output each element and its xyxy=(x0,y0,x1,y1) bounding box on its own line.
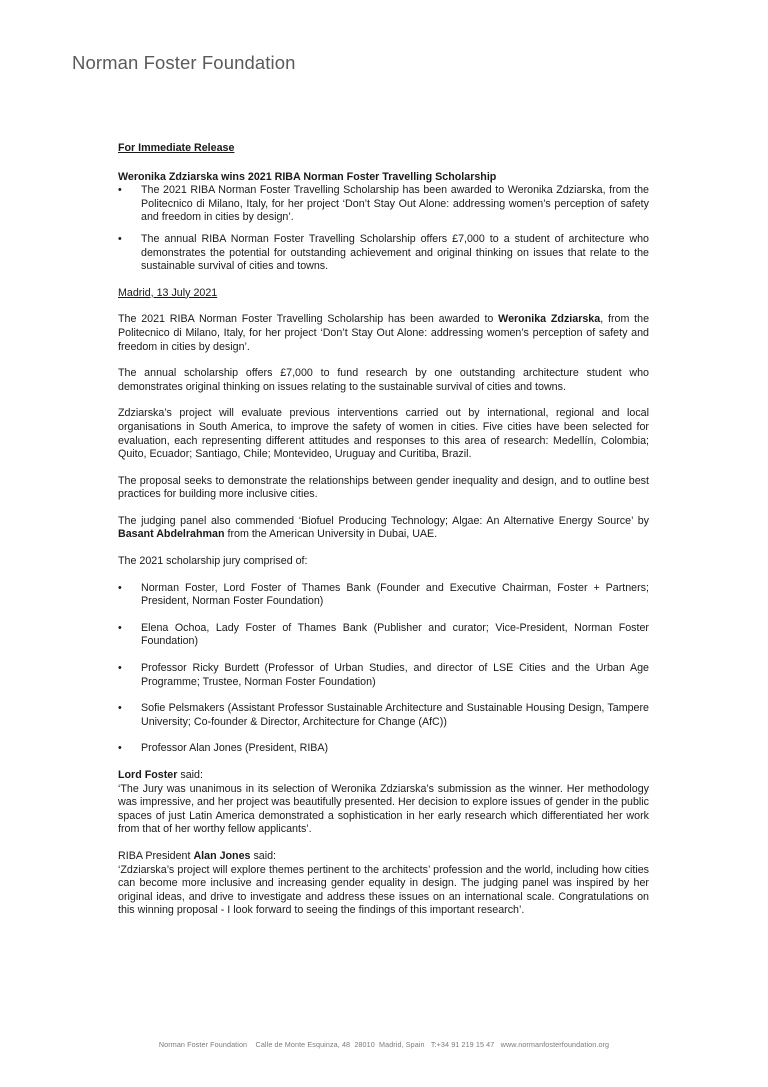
text-run: said: xyxy=(177,769,203,781)
jury-member: • Professor Alan Jones (President, RIBA) xyxy=(118,742,649,756)
jury-member: • Professor Ricky Burdett (Professor of Urban Studies, and director of LSE Cities and the Urban Age Programme; Trustee, Norman Foster Foundation) xyxy=(118,662,649,689)
jury-list xyxy=(118,582,649,756)
quote-jones-attribution xyxy=(118,850,649,864)
paragraph-award xyxy=(118,313,649,354)
winner-name: Weronika Zdziarska xyxy=(498,313,601,326)
text-run: , from the Politecnico di Milano, Italy, for her project ‘Don’t Stay Out Alone: addressing women’s perception of safety and freedom in cities by design’. xyxy=(118,313,650,353)
summary-bullet: • The annual RIBA Norman Foster Travelling Scholarship offers £7,000 to a student of architecture who demonstrates the potential for outstanding achievement and original thinking on issues that relate to the sustainable survival of cities and towns. xyxy=(118,233,649,274)
headline: Weronika Zdziarska wins 2021 RIBA Norman Foster Travelling Scholarship xyxy=(118,170,497,183)
jury-intro: The 2021 scholarship jury comprised of: xyxy=(118,555,308,568)
dateline: Madrid, 13 July 2021 xyxy=(118,286,218,299)
commended-name: Basant Abdelrahman xyxy=(118,528,225,541)
quote-foster-attribution xyxy=(118,769,649,783)
paragraph-commended xyxy=(118,515,649,542)
text-run: said: xyxy=(250,849,277,862)
speaker-name: Alan Jones xyxy=(193,849,251,862)
summary-bullets xyxy=(118,184,649,274)
press-release-body xyxy=(118,142,649,918)
quote-jones: ‘Zdziarska’s project will explore themes pertinent to the architects’ profession and the world, including how cities can become more inclusive and increasing gender equality in design. The judging panel was inspired by her original ideas, and drive to investigate and address these issues on an international scale. Congratulations on this winning proposal - I look forward to seeing the findings of this important research’. xyxy=(118,863,649,917)
page-footer: Norman Foster Foundation Calle de Monte Esquinza, 48 28010 Madrid, Spain T:+34 91 219 15 47 www.normanfosterfoundation.org xyxy=(158,1040,610,1049)
jury-member: • Elena Ochoa, Lady Foster of Thames Bank (Publisher and curator; Vice-President, Norman Foster Foundation) xyxy=(118,622,649,649)
text-run: The judging panel also commended ‘Biofuel Producing Technology; Algae: An Alternative Energy Source’ by xyxy=(118,514,649,527)
foundation-logo: Norman Foster Foundation xyxy=(72,52,296,73)
text-run: RIBA President xyxy=(118,849,194,862)
text-run: from the American University in Dubai, UAE. xyxy=(224,528,438,541)
text-run: The 2021 RIBA Norman Foster Travelling Scholarship has been awarded to xyxy=(118,313,499,326)
paragraph-proposal: The proposal seeks to demonstrate the relationships between gender inequality and design, and to outline best practices for building more inclusive cities. xyxy=(118,474,649,501)
jury-member: • Sofie Pelsmakers (Assistant Professor Sustainable Architecture and Sustainable Housing Design, Tampere University; Co-founder & Director, Architecture for Change (AfC)) xyxy=(118,702,649,729)
paragraph-scholarship: The annual scholarship offers £7,000 to fund research by one outstanding architecture student who demonstrates original thinking on issues relating to the sustainable survival of cities and towns. xyxy=(118,367,649,393)
speaker-name: Lord Foster xyxy=(118,769,178,781)
summary-bullet: • The 2021 RIBA Norman Foster Travelling Scholarship has been awarded to Weronika Zdziarska, from the Politecnico di Milano, Italy, for her project ‘Don’t Stay Out Alone: addressing women’s perception of safety and freedom in cities by design’. xyxy=(118,184,649,225)
jury-member: • Norman Foster, Lord Foster of Thames Bank (Founder and Executive Chairman, Foster + Partners; President, Norman Foster Foundation) xyxy=(118,582,649,609)
quote-foster: ‘The Jury was unanimous in its selection of Weronika Zdziarska’s submission as the winner. Her methodology was impressive, and her project was beautifully presented. Her decision to explore issues of gender in the public spaces of just Latin America demonstrated a sophistication in her early research which differentiated her work from that of her worthy fellow applicants’. xyxy=(118,782,649,836)
paragraph-project: Zdziarska’s project will evaluate previous interventions carried out by international, regional and local organisations in South America, to improve the safety of women in cities. Five cities have been selected for evaluation, each representing different attitudes and responses to this area of research: Medellín, Colombia; Quito, Ecuador; Santiago, Chile; Montevideo, Uruguay and Curitiba, Brazil. xyxy=(118,407,649,461)
release-label: For Immediate Release xyxy=(118,142,235,154)
